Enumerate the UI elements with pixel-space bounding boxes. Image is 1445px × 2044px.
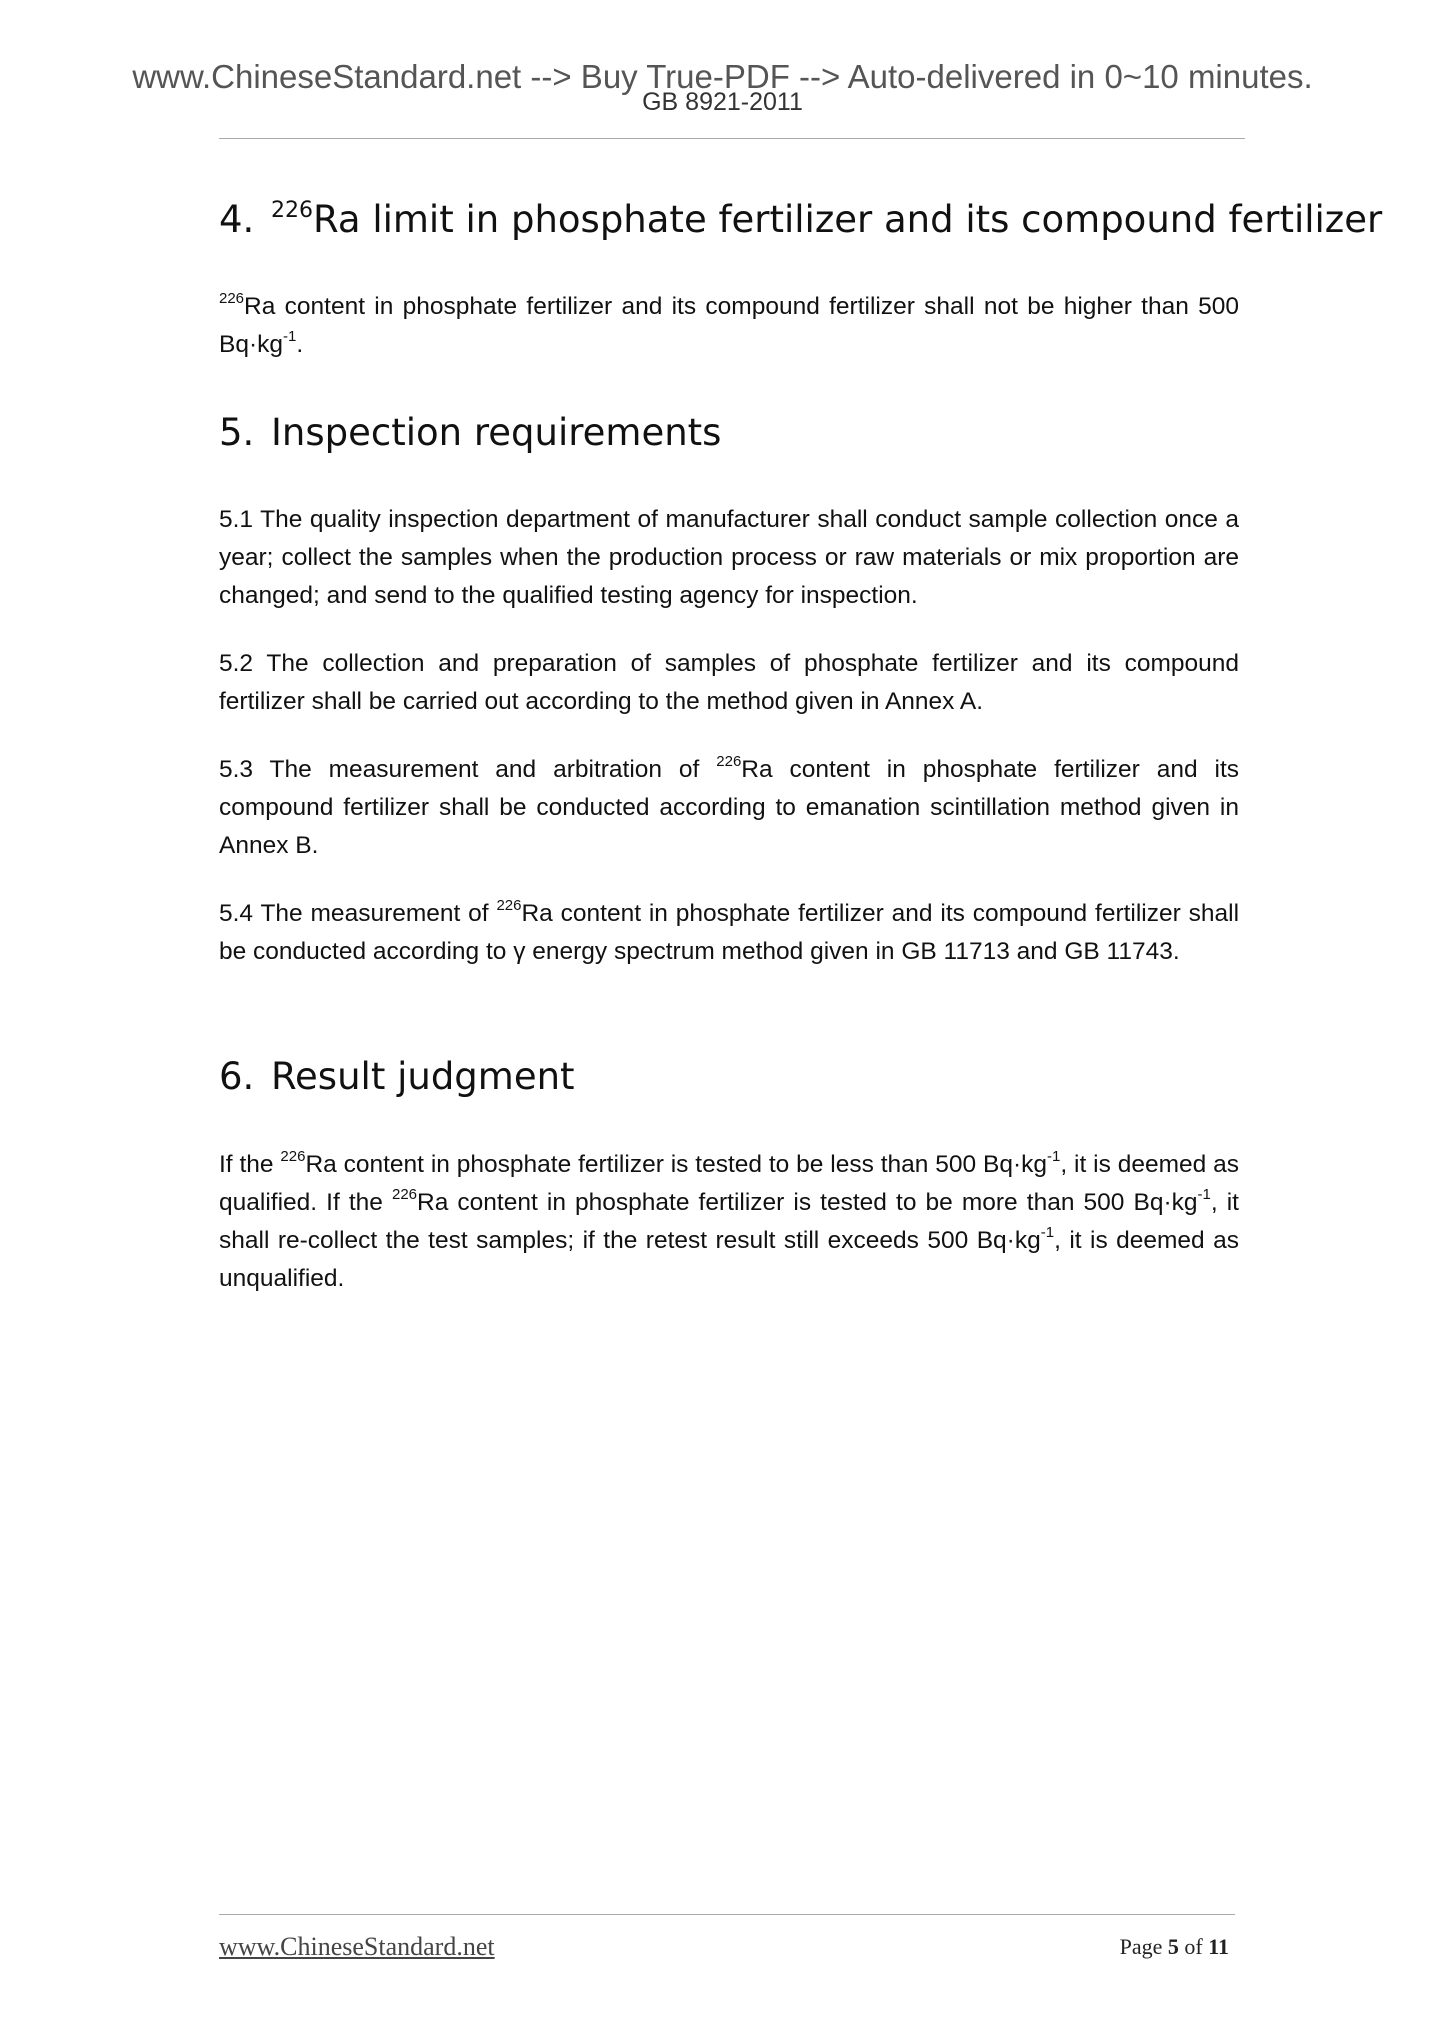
paragraph-text: Ra content in phosphate fertilizer is tested to be less than 500 Bq·kg (305, 1151, 1048, 1178)
superscript: 226 (496, 896, 522, 914)
header-banner[interactable]: www.ChineseStandard.net --> Buy True-PDF --> Auto-delivered in 0~10 minutes. (132, 58, 1313, 95)
superscript: -1 (283, 327, 297, 345)
section-number: 6. (219, 1055, 255, 1098)
superscript: 226 (280, 1147, 306, 1165)
section-4-paragraph (219, 288, 1239, 364)
section-number: 4. (219, 198, 255, 241)
page-of: of (1178, 1934, 1209, 1959)
paragraph-text: Ra content in phosphate fertilizer and its compound fertilizer shall be conducted according to γ energy spectrum method given in GB 11713 and GB 11743. (219, 900, 1240, 965)
superscript: 226 (271, 197, 313, 223)
page-current: 5 (1167, 1934, 1179, 1959)
superscript: -1 (1197, 1185, 1211, 1203)
clause-5-1: 5.1 The quality inspection department of manufacturer shall conduct sample collection once a year; collect the samples when the production process or raw materials or mix proportion are changed; and send to the qualified testing agency for inspection. (219, 506, 1239, 609)
header-divider (219, 138, 1245, 139)
clause-5-2: 5.2 The collection and preparation of samples of phosphate fertilizer and its compound fertilizer shall be carried out according to the method given in Annex A. (219, 650, 1239, 715)
paragraph-text: 5.3 The measurement and arbitration of (219, 756, 717, 783)
section-title: Inspection requirements (271, 411, 722, 454)
section-title: Result judgment (271, 1055, 575, 1098)
footer-website-link[interactable]: www.ChineseStandard.net (219, 1932, 495, 1961)
section-6-paragraph (219, 1146, 1239, 1298)
paragraph-text: Ra content in phosphate fertilizer and its compound fertilizer shall be conducted according to emanation scintillation method given in Annex B. (219, 756, 1240, 859)
superscript: 226 (219, 289, 245, 307)
superscript: 226 (392, 1185, 418, 1203)
page-number (1120, 1934, 1229, 1960)
paragraph-text: . (296, 331, 304, 358)
footer-divider (219, 1914, 1235, 1915)
clause-5-4 (219, 895, 1239, 971)
section-6-heading (219, 1055, 575, 1098)
clause-5-3 (219, 751, 1239, 865)
paragraph-text: , it is deemed as unqualified. (219, 1227, 1240, 1292)
document-id: GB 8921-2011 (642, 88, 803, 116)
paragraph-text: Ra content in phosphate fertilizer and its compound fertilizer shall not be higher than 500 Bq·kg (219, 293, 1239, 358)
superscript: -1 (1040, 1223, 1055, 1241)
paragraph-text: , it shall re-collect the test samples; if the retest result still exceeds 500 Bq·kg (219, 1189, 1239, 1254)
page-prefix: Page (1119, 1934, 1168, 1959)
paragraph-text: If the (219, 1151, 281, 1178)
paragraph-text: Ra content in phosphate fertilizer is tested to be more than 500 Bq·kg (417, 1189, 1198, 1216)
section-number: 5. (219, 411, 255, 454)
section-title: Ra limit in phosphate fertilizer and its compound fertilizer (313, 198, 1383, 241)
paragraph-text: 5.4 The measurement of (219, 900, 497, 927)
section-5-heading (219, 411, 721, 454)
superscript: -1 (1047, 1147, 1061, 1165)
superscript: 226 (716, 752, 742, 770)
page-total: 11 (1208, 1934, 1229, 1959)
paragraph-text: , it is deemed as qualified. If the (219, 1151, 1239, 1216)
section-4-heading (219, 198, 1382, 241)
